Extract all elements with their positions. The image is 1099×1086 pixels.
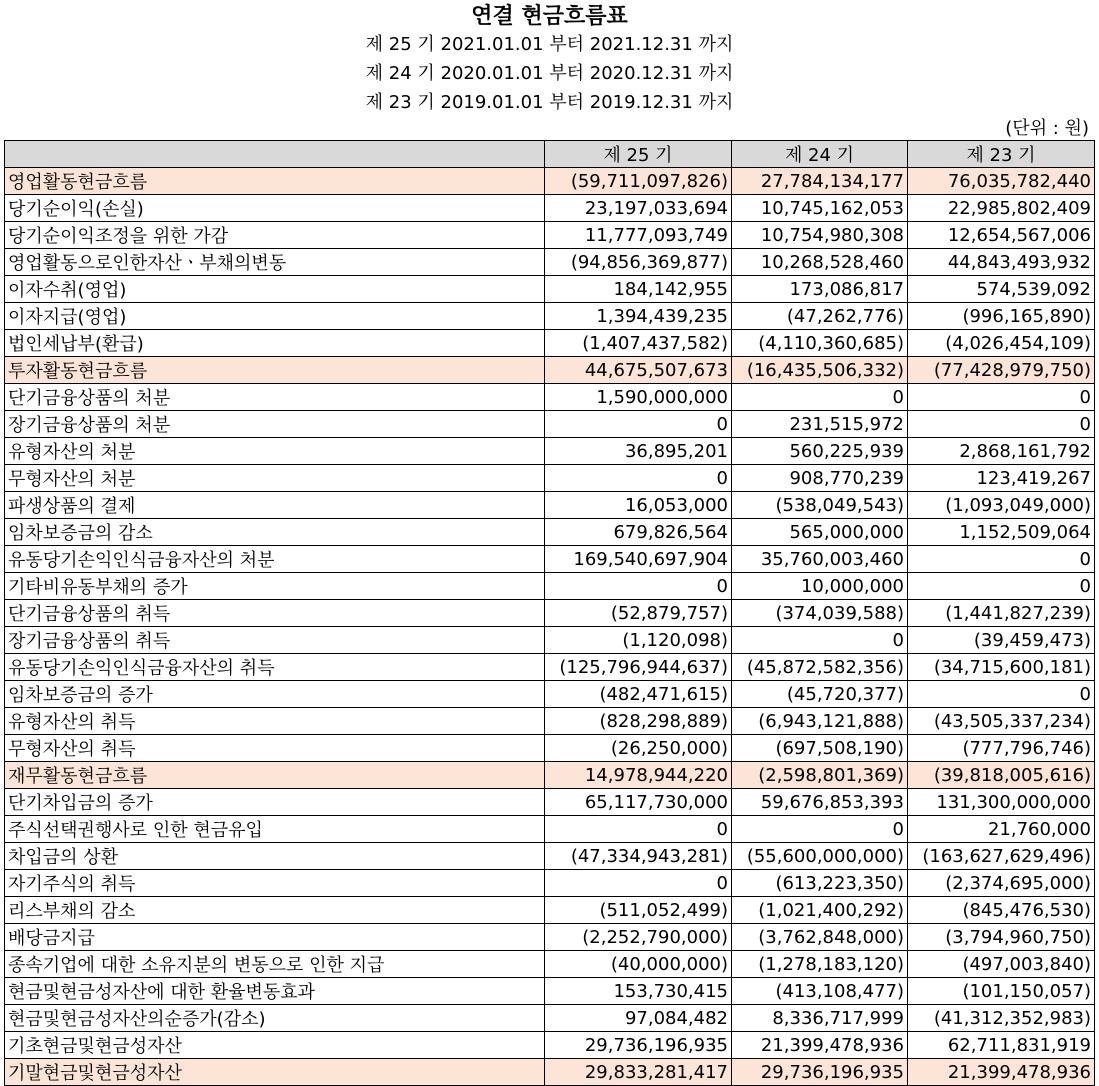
amount-cell: 0 xyxy=(908,681,1095,708)
amount-cell: (538,049,543) xyxy=(732,492,908,519)
row-label: 임차보증금의 감소 xyxy=(5,519,545,546)
table-row xyxy=(5,897,1095,924)
amount-cell: 11,777,093,749 xyxy=(545,222,732,249)
column-header: 제 23 기 xyxy=(908,141,1095,168)
amount-cell: (2,598,801,369) xyxy=(732,762,908,789)
amount-cell: (47,262,776) xyxy=(732,303,908,330)
amount-cell: (43,505,337,234) xyxy=(908,708,1095,735)
period-line: 제 24 기 2020.01.01 부터 2020.12.31 까지 xyxy=(365,63,734,84)
amount-cell: (777,796,746) xyxy=(908,735,1095,762)
report-header xyxy=(0,0,1099,117)
amount-cell: (101,150,057) xyxy=(908,978,1095,1005)
amount-cell: (613,223,350) xyxy=(732,870,908,897)
amount-cell: 1,394,439,235 xyxy=(545,303,732,330)
unit-label: (단위 : 원) xyxy=(1005,118,1089,139)
amount-cell: (511,052,499) xyxy=(545,897,732,924)
amount-cell: (77,428,979,750) xyxy=(908,357,1095,384)
amount-cell: 574,539,092 xyxy=(908,276,1095,303)
row-label: 유형자산의 취득 xyxy=(5,708,545,735)
amount-cell: (497,003,840) xyxy=(908,951,1095,978)
table-row xyxy=(5,303,1095,330)
amount-cell: 8,336,717,999 xyxy=(732,1005,908,1032)
row-label: 법인세납부(환급) xyxy=(5,330,545,357)
amount-cell: 169,540,697,904 xyxy=(545,546,732,573)
section-row xyxy=(5,168,1095,195)
amount-cell: 0 xyxy=(908,573,1095,600)
amount-cell: 0 xyxy=(732,816,908,843)
row-label: 기타비유동부채의 증가 xyxy=(5,573,545,600)
column-header: 제 24 기 xyxy=(732,141,908,168)
amount-cell: (4,110,360,685) xyxy=(732,330,908,357)
row-label: 종속기업에 대한 소유지분의 변동으로 인한 지급 xyxy=(5,951,545,978)
amount-cell: 59,676,853,393 xyxy=(732,789,908,816)
amount-cell: (45,720,377) xyxy=(732,681,908,708)
amount-cell: 21,399,478,936 xyxy=(908,1059,1095,1086)
row-label: 영업활동으로인한자산ㆍ부채의변동 xyxy=(5,249,545,276)
amount-cell: 0 xyxy=(732,627,908,654)
table-row xyxy=(5,249,1095,276)
table-row xyxy=(5,870,1095,897)
amount-cell: 0 xyxy=(545,816,732,843)
table-row xyxy=(5,222,1095,249)
amount-cell: 0 xyxy=(545,465,732,492)
amount-cell: (996,165,890) xyxy=(908,303,1095,330)
amount-cell: (697,508,190) xyxy=(732,735,908,762)
table-row xyxy=(5,195,1095,222)
amount-cell: (41,312,352,983) xyxy=(908,1005,1095,1032)
amount-cell: (2,374,695,000) xyxy=(908,870,1095,897)
amount-cell: 131,300,000,000 xyxy=(908,789,1095,816)
amount-cell: (1,441,827,239) xyxy=(908,600,1095,627)
amount-cell: 153,730,415 xyxy=(545,978,732,1005)
amount-cell: 14,978,944,220 xyxy=(545,762,732,789)
amount-cell: 10,000,000 xyxy=(732,573,908,600)
table-row xyxy=(5,546,1095,573)
amount-cell: 29,833,281,417 xyxy=(545,1059,732,1086)
row-label: 무형자산의 처분 xyxy=(5,465,545,492)
table-row xyxy=(5,519,1095,546)
amount-cell: 23,197,033,694 xyxy=(545,195,732,222)
row-label: 단기차입금의 증가 xyxy=(5,789,545,816)
row-label: 차입금의 상환 xyxy=(5,843,545,870)
amount-cell: 76,035,782,440 xyxy=(908,168,1095,195)
amount-cell: 184,142,955 xyxy=(545,276,732,303)
table-row xyxy=(5,411,1095,438)
amount-cell: 29,736,196,935 xyxy=(545,1032,732,1059)
row-label: 단기금융상품의 처분 xyxy=(5,384,545,411)
amount-cell: (4,026,454,109) xyxy=(908,330,1095,357)
row-label: 임차보증금의 증가 xyxy=(5,681,545,708)
row-label: 당기순이익(손실) xyxy=(5,195,545,222)
amount-cell: 12,654,567,006 xyxy=(908,222,1095,249)
row-label: 기초현금및현금성자산 xyxy=(5,1032,545,1059)
amount-cell: (1,093,049,000) xyxy=(908,492,1095,519)
amount-cell: 0 xyxy=(908,384,1095,411)
amount-cell: (2,252,790,000) xyxy=(545,924,732,951)
amount-cell: 679,826,564 xyxy=(545,519,732,546)
amount-cell: (39,459,473) xyxy=(908,627,1095,654)
amount-cell: 29,736,196,935 xyxy=(732,1059,908,1086)
table-header-row xyxy=(5,141,1095,168)
table-row xyxy=(5,708,1095,735)
row-label: 자기주식의 취득 xyxy=(5,870,545,897)
row-label: 재무활동현금흐름 xyxy=(5,762,545,789)
amount-cell: 22,985,802,409 xyxy=(908,195,1095,222)
amount-cell: (34,715,600,181) xyxy=(908,654,1095,681)
amount-cell: (16,435,506,332) xyxy=(732,357,908,384)
row-label: 단기금융상품의 취득 xyxy=(5,600,545,627)
row-label: 주식선택권행사로 인한 현금유입 xyxy=(5,816,545,843)
amount-cell: 65,117,730,000 xyxy=(545,789,732,816)
row-label: 유동당기손익인식금융자산의 처분 xyxy=(5,546,545,573)
amount-cell: 173,086,817 xyxy=(732,276,908,303)
table-row xyxy=(5,978,1095,1005)
amount-cell: (845,476,530) xyxy=(908,897,1095,924)
table-row xyxy=(5,735,1095,762)
amount-cell: (374,039,588) xyxy=(732,600,908,627)
row-label: 배당금지급 xyxy=(5,924,545,951)
row-label: 무형자산의 취득 xyxy=(5,735,545,762)
column-header: 제 25 기 xyxy=(545,141,732,168)
amount-cell: (828,298,889) xyxy=(545,708,732,735)
amount-cell: 1,590,000,000 xyxy=(545,384,732,411)
amount-cell: 908,770,239 xyxy=(732,465,908,492)
row-label: 유동당기손익인식금융자산의 취득 xyxy=(5,654,545,681)
table-row xyxy=(5,438,1095,465)
amount-cell: 27,784,134,177 xyxy=(732,168,908,195)
amount-cell: (125,796,944,637) xyxy=(545,654,732,681)
row-label: 파생상품의 결제 xyxy=(5,492,545,519)
period-line: 제 25 기 2021.01.01 부터 2021.12.31 까지 xyxy=(365,34,734,55)
amount-cell: 565,000,000 xyxy=(732,519,908,546)
amount-cell: 123,419,267 xyxy=(908,465,1095,492)
table-row xyxy=(5,627,1095,654)
row-label: 장기금융상품의 처분 xyxy=(5,411,545,438)
row-label: 영업활동현금흐름 xyxy=(5,168,545,195)
amount-cell: (1,120,098) xyxy=(545,627,732,654)
column-header xyxy=(5,141,545,168)
amount-cell: 0 xyxy=(545,870,732,897)
amount-cell: (6,943,121,888) xyxy=(732,708,908,735)
amount-cell: 0 xyxy=(908,546,1095,573)
amount-cell: 0 xyxy=(545,411,732,438)
table-row xyxy=(5,654,1095,681)
row-label: 현금및현금성자산에 대한 환율변동효과 xyxy=(5,978,545,1005)
table-row xyxy=(5,330,1095,357)
table-row xyxy=(5,465,1095,492)
table-row xyxy=(5,573,1095,600)
row-label: 당기순이익조정을 위한 가감 xyxy=(5,222,545,249)
section-row xyxy=(5,1059,1095,1086)
amount-cell: 62,711,831,919 xyxy=(908,1032,1095,1059)
table-row xyxy=(5,276,1095,303)
amount-cell: 35,760,003,460 xyxy=(732,546,908,573)
amount-cell: 36,895,201 xyxy=(545,438,732,465)
amount-cell: 21,399,478,936 xyxy=(732,1032,908,1059)
row-label: 리스부채의 감소 xyxy=(5,897,545,924)
amount-cell: (3,794,960,750) xyxy=(908,924,1095,951)
table-row xyxy=(5,843,1095,870)
amount-cell: 97,084,482 xyxy=(545,1005,732,1032)
row-label: 장기금융상품의 취득 xyxy=(5,627,545,654)
amount-cell: (40,000,000) xyxy=(545,951,732,978)
amount-cell: 10,754,980,308 xyxy=(732,222,908,249)
amount-cell: (39,818,005,616) xyxy=(908,762,1095,789)
amount-cell: (59,711,097,826) xyxy=(545,168,732,195)
amount-cell: 560,225,939 xyxy=(732,438,908,465)
amount-cell: 10,745,162,053 xyxy=(732,195,908,222)
amount-cell: (413,108,477) xyxy=(732,978,908,1005)
amount-cell: (1,021,400,292) xyxy=(732,897,908,924)
row-label: 이자수취(영업) xyxy=(5,276,545,303)
amount-cell: (1,407,437,582) xyxy=(545,330,732,357)
amount-cell: (163,627,629,496) xyxy=(908,843,1095,870)
table-row xyxy=(5,951,1095,978)
amount-cell: 2,868,161,792 xyxy=(908,438,1095,465)
amount-cell: (26,250,000) xyxy=(545,735,732,762)
table-row xyxy=(5,789,1095,816)
amount-cell: 231,515,972 xyxy=(732,411,908,438)
amount-cell: 16,053,000 xyxy=(545,492,732,519)
cash-flow-table xyxy=(4,140,1095,1086)
table-row xyxy=(5,1005,1095,1032)
amount-cell: (52,879,757) xyxy=(545,600,732,627)
amount-cell: 21,760,000 xyxy=(908,816,1095,843)
amount-cell: (45,872,582,356) xyxy=(732,654,908,681)
table-row xyxy=(5,600,1095,627)
table-row xyxy=(5,681,1095,708)
amount-cell: 10,268,528,460 xyxy=(732,249,908,276)
section-row xyxy=(5,357,1095,384)
section-row xyxy=(5,762,1095,789)
table-row xyxy=(5,492,1095,519)
report-title: 연결 현금흐름표 xyxy=(471,3,628,29)
amount-cell: 0 xyxy=(908,411,1095,438)
amount-cell: (482,471,615) xyxy=(545,681,732,708)
table-row xyxy=(5,924,1095,951)
amount-cell: (94,856,369,877) xyxy=(545,249,732,276)
amount-cell: (3,762,848,000) xyxy=(732,924,908,951)
amount-cell: (55,600,000,000) xyxy=(732,843,908,870)
row-label: 현금및현금성자산의순증가(감소) xyxy=(5,1005,545,1032)
table-row xyxy=(5,816,1095,843)
table-row xyxy=(5,1032,1095,1059)
row-label: 이자지급(영업) xyxy=(5,303,545,330)
table-row xyxy=(5,384,1095,411)
amount-cell: 1,152,509,064 xyxy=(908,519,1095,546)
amount-cell: (1,278,183,120) xyxy=(732,951,908,978)
amount-cell: 44,675,507,673 xyxy=(545,357,732,384)
row-label: 기말현금및현금성자산 xyxy=(5,1059,545,1086)
row-label: 유형자산의 처분 xyxy=(5,438,545,465)
amount-cell: (47,334,943,281) xyxy=(545,843,732,870)
amount-cell: 0 xyxy=(732,384,908,411)
amount-cell: 44,843,493,932 xyxy=(908,249,1095,276)
row-label: 투자활동현금흐름 xyxy=(5,357,545,384)
period-line: 제 23 기 2019.01.01 부터 2019.12.31 까지 xyxy=(365,92,734,113)
table-body xyxy=(5,168,1095,1086)
amount-cell: 0 xyxy=(545,573,732,600)
